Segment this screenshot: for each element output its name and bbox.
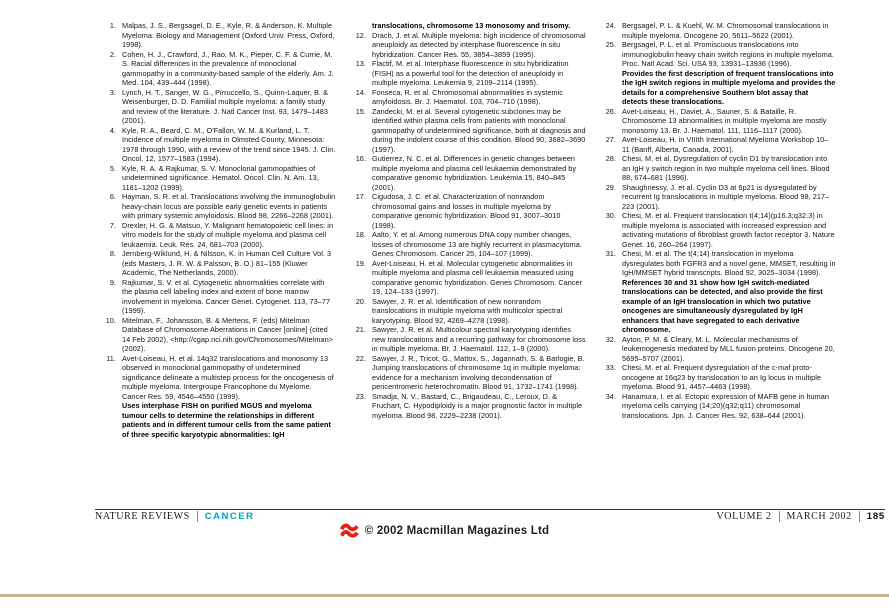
reference-number: 6. — [109, 192, 116, 201]
reference-entry — [600, 392, 836, 421]
reference-entry — [100, 126, 336, 164]
reference-entry — [350, 59, 586, 88]
reference-entry — [600, 183, 836, 212]
reference-text: Chesi, M. et al. Frequent dysregulation of the c-maf proto-oncogene at 16q23 by translocation to an Ig locus in multiple myeloma. Blood 91, 4457–4463 (1998). — [622, 363, 821, 391]
reference-annotation — [100, 401, 336, 439]
copyright-line — [0, 523, 889, 539]
reference-text: Lynch, H. T., Sanger, W. G., Pirruccello, S., Quinn-Laquer, B. & Weisenburger, D. D. Familial multiple myeloma: a family study and review of the literature. J. Natl Cancer Inst. 93, 1479–1483 (2001). — [122, 87, 329, 125]
reference-entry — [100, 88, 336, 126]
reference-text: Chesi, M. et al. Frequent translocation t(4;14)(p16.3;q32.3) in multiple myeloma is associated with increased expression and activating mutations of fibroblast growth factor receptor 3. Nature Genet. 16, 260–264 (1997). — [622, 211, 835, 249]
reference-number: 20. — [355, 296, 366, 306]
reference-entry — [600, 21, 836, 40]
reference-text: Flactif, M. et al. Interphase fluorescence in situ hybridization (FISH) as a powerful tool for the detection of aneuploidy in multiple myeloma. Leukemia 9, 2109–2114 (1995). — [372, 59, 569, 87]
reference-entry — [600, 335, 836, 364]
reference-number: 7. — [109, 220, 116, 230]
journal-masthead — [95, 511, 254, 522]
reference-text: Avet-Loiseau, H. et al. Molecular cytogenetic abnormalities in multiple myeloma and plasma cell leukaemia measured using comparative genomic hybridization. Genes Chromosom. Cancer 19, 124–133 (1997). — [372, 258, 583, 296]
reference-entry — [100, 354, 336, 402]
reference-entry — [600, 249, 836, 278]
reference-entry — [600, 135, 836, 154]
reference-number: 31. — [605, 249, 616, 258]
reference-text: Kyle, R. A., Beard, C. M., O'Fallon, W. M. & Kurland, L. T. Incidence of multiple myeloma in Olmsted County, Minnesota: 1978 through 1990, with a review of the trend since 1945. J. Clin. Oncol. 12, 1577–1583 (1994). — [122, 125, 336, 163]
reference-entry — [350, 31, 586, 60]
reference-text: References 30 and 31 show how IgH switch-mediated translocations can be detected, and also provide the first example of an IgH translocation in which two putative oncogenes are simultaneously dysregulated by IgH enhancers that have segregated to each derivative chromosome. — [622, 277, 823, 334]
reference-entry — [350, 107, 586, 155]
reference-text: Malpas, J. S., Bergsagel, D. E., Kyle, R. & Anderson, K. Multiple Myeloma: Biology and Management (Oxford Univ. Press, Oxford, 1998). — [122, 21, 335, 49]
reference-entry — [600, 211, 836, 249]
reference-number: 23. — [355, 391, 366, 401]
footer-divider-bar — [197, 511, 198, 522]
reference-number: 14. — [355, 87, 366, 97]
reference-text: Bergsagel, P. L. & Kuehl, W. M. Chromosomal translocations in multiple myeloma. Oncogene 20, 5611–5622 (2001). — [622, 21, 829, 40]
reference-text: Rajkumar, S. V. et al. Cytogenetic abnormalities correlate with the plasma cell labeling index and extent of bone marrow involvement in myeloma. Cancer Genet. Cytogenet. 113, 73–77 (1999). — [122, 277, 331, 315]
reference-entry — [100, 192, 336, 221]
reference-text: Gutierrez, N. C. et al. Differences in genetic changes between multiple myeloma and plasma cell leukaemia demonstrated by comparative genomic hybridization. Leukemia 15, 840–845 (2001). — [372, 154, 577, 192]
reference-text: Chesi, M. et al. Dysregulation of cyclin D1 by translocation into an IgH γ switch region in two multiple myeloma cell lines. Blood 88, 674–681 (1996). — [622, 154, 830, 182]
reference-number: 28. — [605, 154, 616, 163]
reference-text: translocations, chromosome 13 monosomy and trisomy. — [372, 21, 571, 30]
reference-entry — [350, 154, 586, 192]
reference-text: Drexler, H. G. & Matsuo, Y. Malignant hematopoietic cell lines: in vitro models for the study of multiple myeloma and plasma cell leukaemia. Leuk. Res. 24, 681–703 (2000). — [122, 220, 334, 249]
reference-number: 30. — [605, 211, 616, 220]
journal-section: CANCER — [204, 511, 255, 522]
reference-text: Drach, J. et al. Multiple myeloma: high incidence of chromosomal aneuploidy as detected by interphase fluorescence in situ hybridization. Cancer Res. 55, 3854–3859 (1995). — [372, 30, 586, 59]
reference-annotation — [350, 21, 586, 31]
macmillan-logo-icon — [340, 523, 359, 539]
reference-text: Uses interphase FISH on purified MGUS and myeloma tumour cells to determine the relationships in different patients and in different tumour cells from the same patient of three specific karyotypic abnormalities: IgH — [122, 401, 331, 439]
volume-label: VOLUME 2 — [716, 511, 772, 522]
reference-entry — [350, 297, 586, 326]
reference-number: 25. — [605, 40, 616, 49]
reference-number — [600, 278, 622, 335]
reference-number: 21. — [355, 325, 366, 334]
reference-entry — [600, 363, 836, 392]
reference-entry — [350, 325, 586, 354]
reference-entry — [100, 164, 336, 193]
reference-text: Cigudosa, J. C. et al. Characterization of nonrandom chromosomal gains and losses in multiple myeloma by comparative genomic hybridization. Blood 91, 3007–3010 (1998). — [372, 192, 561, 230]
footer-row — [95, 511, 885, 522]
reference-column-1 — [100, 21, 336, 439]
reference-number — [100, 401, 122, 439]
reference-number: 12. — [355, 30, 366, 40]
reference-annotation — [600, 278, 836, 335]
reference-number: 33. — [605, 363, 616, 372]
reference-number: 13. — [355, 59, 366, 68]
reference-text: Mitelman, F., Johansson, B. & Mertens, F. (eds) Mitelman Database of Chromosome Aberrations in Cancer [online] (cited 14 Feb 2002), <http://cgap.nci.nih.gov/Chromosomes/Mitelman> (2002). — [122, 315, 334, 353]
reference-number: 29. — [605, 182, 616, 192]
reference-text: Hayman, S. R. et al. Translocations involving the immunoglobulin heavy-chain locus are possible early genetic events in patients with primary systemic amyloidosis. Blood 98, 2266–2268 (2001). — [122, 192, 336, 220]
reference-entry — [350, 392, 586, 421]
reference-entry — [100, 278, 336, 316]
reference-column-3 — [600, 21, 836, 439]
reference-text: Sawyer, J. R. et al. Multicolour spectral karyotyping identifies new translocations and a recurring pathway for chromosome loss in multiple myeloma. Br. J. Haematol. 112, 1–9 (2000). — [372, 325, 586, 353]
reference-number: 9. — [109, 277, 116, 287]
reference-text: Hanamura, I. et al. Ectopic expression of MAFB gene in human myeloma cells carrying (14;20)(q32;q11) chromosomal translocations. Jpn. J. Cancer Res. 92, 638–644 (2001). — [622, 391, 830, 420]
reference-entry — [600, 154, 836, 183]
reference-number: 2. — [109, 49, 116, 59]
reference-text: Fonseca, R. et al. Chromosomal abnormalities in systemic amyloidosis. Br. J. Haematol. 103, 704–710 (1998). — [372, 87, 563, 106]
reference-text: Avet-Loiseau, H., Daviet, A., Sauner, S. & Bataille, R. Chromosome 13 abnormalities in multiple myeloma are mostly monosomy 13. Br. J. Haematol. 111, 1116–1117 (2000). — [622, 106, 827, 135]
reference-text: Sawyer, J. R., Tricot, G., Mattox, S., Jagannath, S. & Barlogie, B. Jumping translocations of chromosome 1q in multiple myeloma: evidence for a mechanism involving decondensation of pericentromeric heterochromatin. Blood 91, 1732–1741 (1998). — [372, 353, 585, 391]
reference-number: 5. — [109, 163, 116, 173]
reference-entry — [100, 316, 336, 354]
reference-text: Ayton, P. M. & Cleary, M. L. Molecular mechanisms of leukemogenesis mediated by MLL fusion proteins. Oncogene 20, 5695–5707 (2001). — [622, 334, 835, 363]
reference-text: Avet-Loiseau, H. et al. 14q32 translocations and monosomy 13 observed in monoclonal gammopathy of undetermined significance delineate a multistep process for the oncogenesis of multiple myeloma. Intergroupe Francophone du Myelome. Cancer Res. 59, 4546–4550 (1999). — [122, 353, 334, 401]
reference-number: 3. — [109, 87, 116, 97]
reference-entry — [600, 40, 836, 69]
reference-number: 34. — [605, 391, 616, 401]
reference-text: Chesi, M. et al. The t(4;14) translocation in myeloma dysregulates both FGFR3 and a novel gene, MMSET, resulting in IgH/MMSET hybrid transcripts. Blood 92, 3025–3034 (1998). — [622, 249, 836, 277]
reference-entry — [350, 259, 586, 297]
reference-column-2 — [350, 21, 586, 439]
reference-number: 19. — [355, 258, 366, 268]
reference-text: Smadja, N. V., Bastard, C., Brigaudeau, C., Leroux, D. & Fruchart, C. Hypodiploidy is a major prognostic factor in multiple myeloma. Blood 98, 2229–2238 (2001). — [372, 391, 583, 420]
reference-number: 18. — [355, 230, 366, 239]
reference-number: 26. — [605, 106, 616, 116]
reference-number: 27. — [605, 135, 616, 144]
reference-number — [600, 69, 622, 107]
reference-entry — [100, 50, 336, 88]
journal-name: NATURE REVIEWS — [95, 511, 190, 522]
reference-entry — [100, 249, 336, 278]
footer-divider-bar — [779, 511, 780, 522]
reference-text: Cohen, H. J., Crawford, J., Rao, M. K., Pieper, C. F. & Currie, M. S. Racial differences in the prevalence of monoclonal gammopathy in a community-based sample of the elderly. Am. J. Med. 104, 439–444 (1998). — [122, 49, 334, 87]
reference-entry — [350, 192, 586, 230]
page-number: 185 — [866, 511, 885, 522]
issue-info — [716, 511, 885, 522]
reference-entry — [100, 21, 336, 50]
reference-entry — [350, 88, 586, 107]
reference-number: 16. — [355, 154, 366, 163]
bottom-divider-rule — [0, 594, 889, 597]
reference-number: 17. — [355, 192, 366, 201]
reference-entry — [600, 107, 836, 136]
reference-text: Aalto, Y. et al. Among numerous DNA copy number changes, losses of chromosome 13 are highly recurrent in plasmacytoma. Genes Chromosom. Cancer 25, 104–107 (1999). — [372, 230, 582, 258]
reference-entry — [350, 354, 586, 392]
reference-text: Sawyer, J. R. et al. Identification of new nonrandom translocations in multiple myeloma with multicolor spectral karyotyping. Blood 92, 4269–4278 (1998). — [372, 296, 563, 325]
reference-text: Avet-Loiseau, H. in VIIIth International Myeloma Workshop 10–11 (Banff, Alberta, Canada, 2001). — [622, 135, 829, 154]
reference-number: 15. — [355, 106, 366, 116]
reference-number: 1. — [109, 21, 116, 30]
footer-divider-bar — [859, 511, 860, 522]
reference-entry — [100, 221, 336, 250]
reference-list — [100, 21, 838, 439]
reference-text: Shaughnessy, J. et al. Cyclin D3 at 6p21 is dysregulated by recurrent Ig translocations in multiple myeloma. Blood 98, 217–223 (2001). — [622, 182, 830, 211]
footer-rule — [95, 509, 885, 510]
reference-number: 4. — [109, 125, 116, 135]
reference-text: Zandecki, M. et al. Several cytogenetic subclones may be identified within plasma cells from patients with monoclonal gammopathy of undetermined significance, both at diagnosis and during the indolent course of this condition. Blood 90, 3682–3690 (1997). — [372, 106, 586, 154]
copyright-text: © 2002 Macmillan Magazines Ltd — [364, 525, 550, 537]
reference-number: 24. — [605, 21, 616, 30]
reference-number: 32. — [605, 334, 616, 344]
reference-number: 10. — [105, 315, 116, 325]
reference-text: Jernberg-Wiklund, H. & Nilsson, K. in Human Cell Culture Vol. 3 (eds Masters, J. R. W. & Palsson, B. O.) 81–155 (Kluwer Academic, The Netherlands, 2000). — [122, 249, 332, 277]
reference-entry — [350, 230, 586, 259]
reference-text: Kyle, R. A. & Rajkumar, S. V. Monoclonal gammopathies of undetermined significance. Hematol. Oncol. Clin. N. Am. 13, 1181–1202 (1999). — [122, 163, 319, 192]
reference-annotation — [600, 69, 836, 107]
reference-number: 22. — [355, 353, 366, 363]
reference-number: 11. — [106, 353, 116, 363]
reference-number — [350, 21, 372, 31]
reference-text: Bergsagel, P. L. et al. Promiscuous translocations into immunoglobulin heavy chain switch regions in multiple myeloma. Proc. Natl Acad. Sci. USA 93, 13931–13936 (1996). — [622, 40, 834, 68]
reference-text: Provides the first description of frequent translocations into the IgH switch regions in multiple myeloma and provides the details for a comprehensive Southern blot assay that detects these translocations. — [622, 68, 836, 106]
reference-number: 8. — [109, 249, 116, 258]
issue-date: MARCH 2002 — [786, 511, 852, 522]
